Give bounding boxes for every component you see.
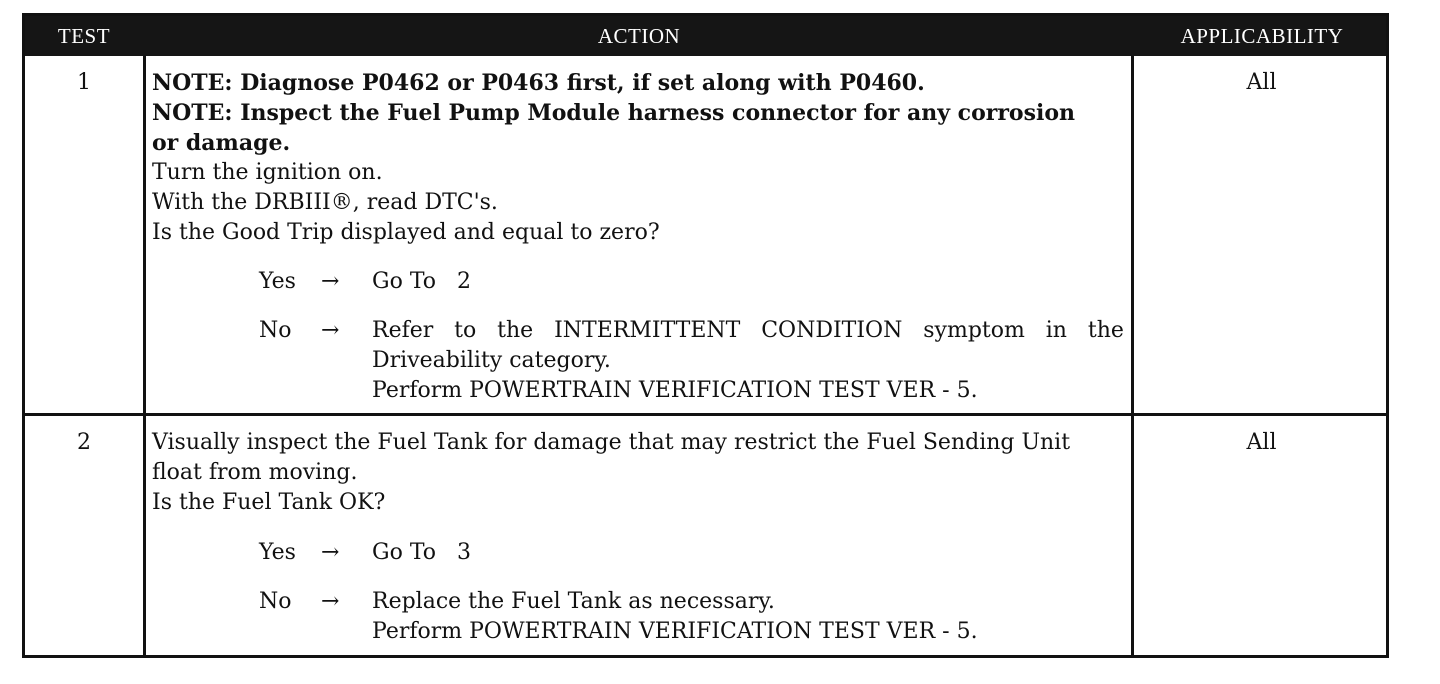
right-arrow-icon: →	[321, 269, 340, 294]
right-arrow-icon: →	[321, 589, 340, 614]
row1-no-label: No	[259, 318, 292, 343]
row2-no-result-line2: Perform POWERTRAIN VERIFICATION TEST VER - 5.	[372, 619, 978, 644]
row2-question: Is the Fuel Tank OK?	[152, 490, 386, 515]
row1-note2a: NOTE: Inspect the Fuel Pump Module harness connector for any corrosion	[152, 100, 1076, 126]
row2-action	[152, 428, 1127, 518]
word: in	[1045, 318, 1067, 343]
row1-note2b: or damage.	[152, 130, 291, 156]
word: the	[1087, 318, 1124, 343]
row1-no-result-line1	[372, 316, 1124, 346]
row1-line2: With the DRBIII®, read DTC's.	[152, 190, 498, 215]
row2-line2: float from moving.	[152, 460, 358, 485]
row2-yes-label: Yes	[259, 540, 296, 565]
column-divider	[1131, 56, 1134, 658]
row2-line1: Visually inspect the Fuel Tank for damage that may restrict the Fuel Sending Unit	[152, 430, 1071, 455]
row2-applicability: All	[1246, 430, 1277, 455]
row2-no-result-line1: Replace the Fuel Tank as necessary.	[372, 589, 775, 614]
table-header	[25, 16, 1386, 56]
test-table	[22, 13, 1389, 658]
row2-no-label: No	[259, 589, 292, 614]
row2-no-choice	[25, 587, 1125, 647]
row1-no-result-line2: Driveability category.	[372, 348, 611, 373]
row1-yes-result: Go To 2	[372, 269, 471, 294]
word: Refer	[372, 318, 434, 343]
row1-applicability: All	[1246, 70, 1277, 95]
row2-yes-result: Go To 3	[372, 540, 471, 565]
row1-question: Is the Good Trip displayed and equal to zero?	[152, 220, 660, 245]
row2-yes-choice	[25, 538, 1125, 568]
row1-test-number: 1	[77, 70, 91, 95]
right-arrow-icon: →	[321, 318, 340, 343]
row1-no-result-line3: Perform POWERTRAIN VERIFICATION TEST VER - 5.	[372, 378, 978, 403]
row1-line1: Turn the ignition on.	[152, 160, 383, 185]
row2-test-number: 2	[77, 430, 91, 455]
header-action: ACTION	[597, 24, 681, 48]
word: CONDITION	[761, 318, 903, 343]
row1-yes-label: Yes	[259, 269, 296, 294]
row1-action	[152, 68, 1127, 248]
row-divider	[25, 413, 1386, 416]
word: the	[497, 318, 534, 343]
word: to	[454, 318, 477, 343]
row1-no-choice	[25, 316, 1125, 406]
word: INTERMITTENT	[554, 318, 741, 343]
right-arrow-icon: →	[321, 540, 340, 565]
header-applicability: APPLICABILITY	[1180, 24, 1344, 48]
row1-note1: NOTE: Diagnose P0462 or P0463 first, if set along with P0460.	[152, 70, 925, 96]
word: symptom	[923, 318, 1025, 343]
header-test: TEST	[57, 24, 111, 48]
row1-yes-choice	[25, 267, 1125, 297]
